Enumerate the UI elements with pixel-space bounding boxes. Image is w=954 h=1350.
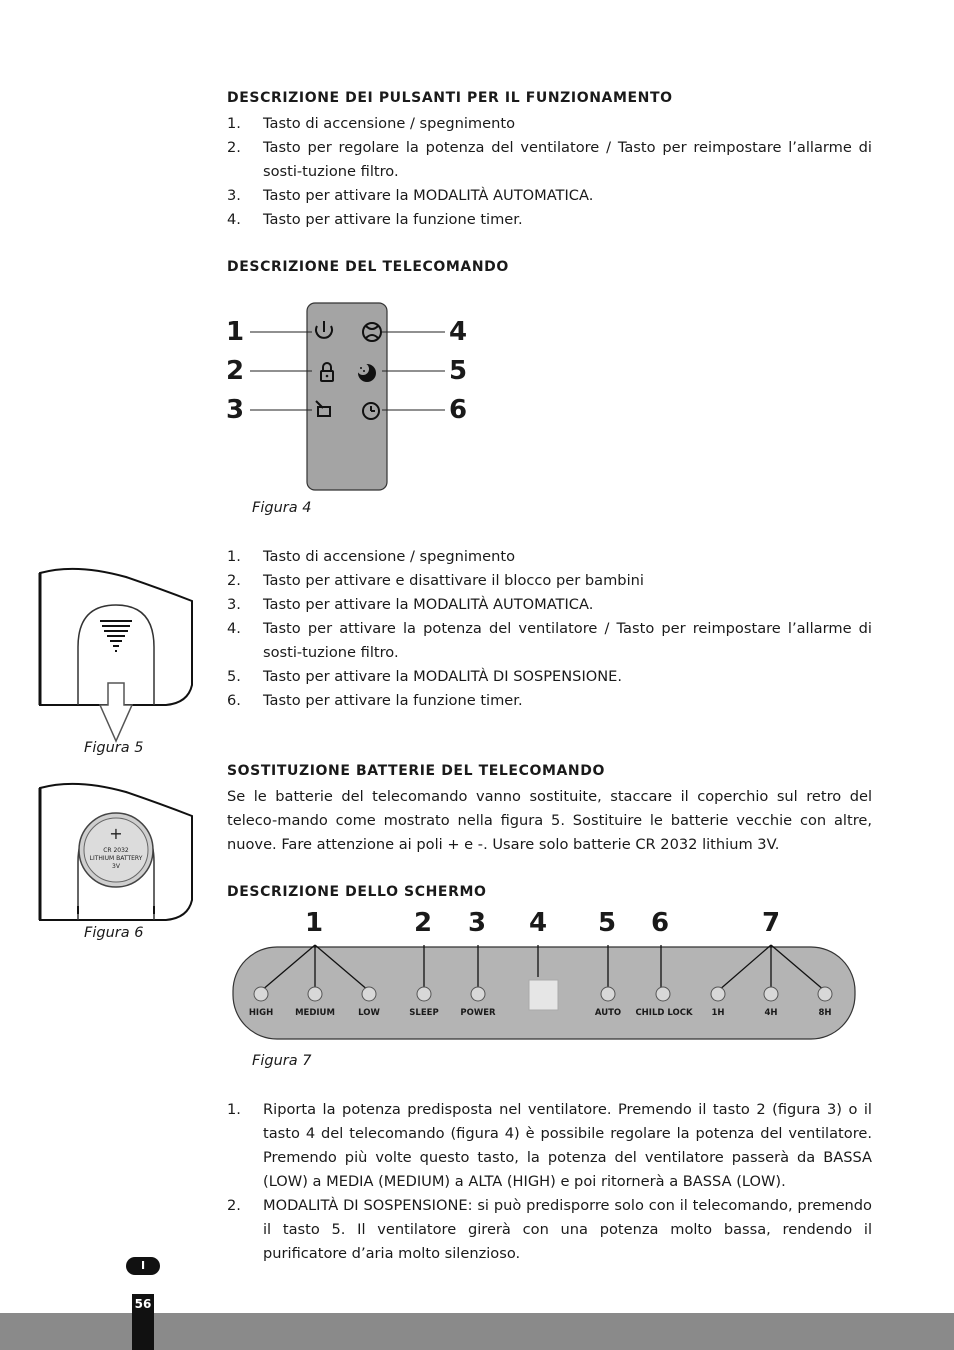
battery-label: LITHIUM BATTERY <box>89 855 143 862</box>
figure-caption: Figura 5 <box>84 740 144 756</box>
figure-caption: Figura 4 <box>252 500 312 516</box>
indicator-label: HIGH <box>248 1008 274 1018</box>
language-badge: I <box>126 1257 160 1275</box>
battery-cover-figure <box>36 565 198 745</box>
indicator-label: AUTO <box>594 1008 622 1018</box>
figure-label: 5 <box>449 356 468 386</box>
indicator-label: 1H <box>711 1008 725 1018</box>
list-item: 6. Tasto per attivare la funzione timer. <box>227 692 523 709</box>
section-heading-display: DESCRIZIONE DELLO SCHERMO <box>227 884 487 900</box>
figure-number: 4 <box>529 908 548 938</box>
battery-instructions: Se le batterie del telecomando vanno sostituite, staccare il coperchio sul retro del teleco-mando come mostrato nella figura 5. Sostituire le batterie vecchie con altre, nuove. Fare attenzione ai poli + e -. Usare solo batterie CR 2032 lithium 3V. <box>227 788 872 853</box>
list-item: 1. Tasto di accensione / spegnimento <box>227 115 516 132</box>
figure-label: 6 <box>449 395 468 425</box>
page-number: 56 <box>134 1297 152 1311</box>
section-heading-remote: DESCRIZIONE DEL TELECOMANDO <box>227 259 509 275</box>
figure-label: 1 <box>226 317 245 347</box>
figure-caption: Figura 7 <box>252 1053 312 1069</box>
list-item: 5. Tasto per attivare la MODALITÀ DI SOSPENSIONE. <box>227 668 623 685</box>
list-item: 2. MODALITÀ DI SOSPENSIONE: si può predisporre solo con il telecomando, premendo il tasto 5. Il ventilatore girerà con una potenza molto bassa, rendendo il purificatore d’aria molto silenzioso. <box>227 1197 872 1262</box>
remote-control-figure <box>220 300 480 500</box>
figure-number: 6 <box>651 908 670 938</box>
list-item: 2. Tasto per attivare e disattivare il blocco per bambini <box>227 572 644 589</box>
indicator-label: SLEEP <box>409 1008 439 1018</box>
figure-label: 4 <box>449 317 468 347</box>
indicator-label: MEDIUM <box>295 1008 335 1018</box>
section-heading-battery: SOSTITUZIONE BATTERIE DEL TELECOMANDO <box>227 763 605 779</box>
figure-number: 5 <box>598 908 617 938</box>
indicator-label: CHILD LOCK <box>635 1008 693 1018</box>
digit-display <box>529 980 558 1010</box>
figure-number: 1 <box>305 908 324 938</box>
indicator-label: LOW <box>358 1008 380 1018</box>
list-item: 3. Tasto per attivare la MODALITÀ AUTOMATICA. <box>227 187 594 204</box>
figure-label: 2 <box>226 356 245 386</box>
list-item: 1. Tasto di accensione / spegnimento <box>227 548 516 565</box>
figure-number: 2 <box>414 908 433 938</box>
indicator-label: POWER <box>460 1008 496 1018</box>
figure-caption: Figura 6 <box>84 925 144 941</box>
list-item: 3. Tasto per attivare la MODALITÀ AUTOMATICA. <box>227 596 594 613</box>
figure-label: 3 <box>226 395 245 425</box>
list-item: 4. Tasto per attivare la funzione timer. <box>227 211 523 228</box>
battery-figure <box>36 780 198 925</box>
battery-label: 3V <box>112 863 120 870</box>
figure-number: 7 <box>762 908 781 938</box>
list-item: 2. Tasto per regolare la potenza del ventilatore / Tasto per reimpostare l’allarme di sosti-tuzione filtro. <box>227 139 872 180</box>
battery-plus-sign: + <box>109 824 123 843</box>
indicator-label: 4H <box>764 1008 778 1018</box>
indicator-label: 8H <box>818 1008 832 1018</box>
list-item: 4. Tasto per attivare la potenza del ventilatore / Tasto per reimpostare l’allarme di sosti-tuzione filtro. <box>227 620 872 661</box>
section-heading-buttons: DESCRIZIONE DEI PULSANTI PER IL FUNZIONAMENTO <box>227 90 673 106</box>
battery-label: CR 2032 <box>103 847 129 854</box>
figure-number: 3 <box>468 908 487 938</box>
display-panel-figure <box>228 905 860 1045</box>
list-item: 1. Riporta la potenza predisposta nel ventilatore. Premendo il tasto 2 (figura 3) o il tasto 4 del telecomando (figura 4) è possibile regolare la potenza del ventilatore. Premendo più volte questo tasto, la potenza del ventilatore passerà da BASSA (LOW) a MEDIA (MEDIUM) a ALTA (HIGH) e poi ritornerà a BASSA (LOW). <box>227 1101 872 1190</box>
